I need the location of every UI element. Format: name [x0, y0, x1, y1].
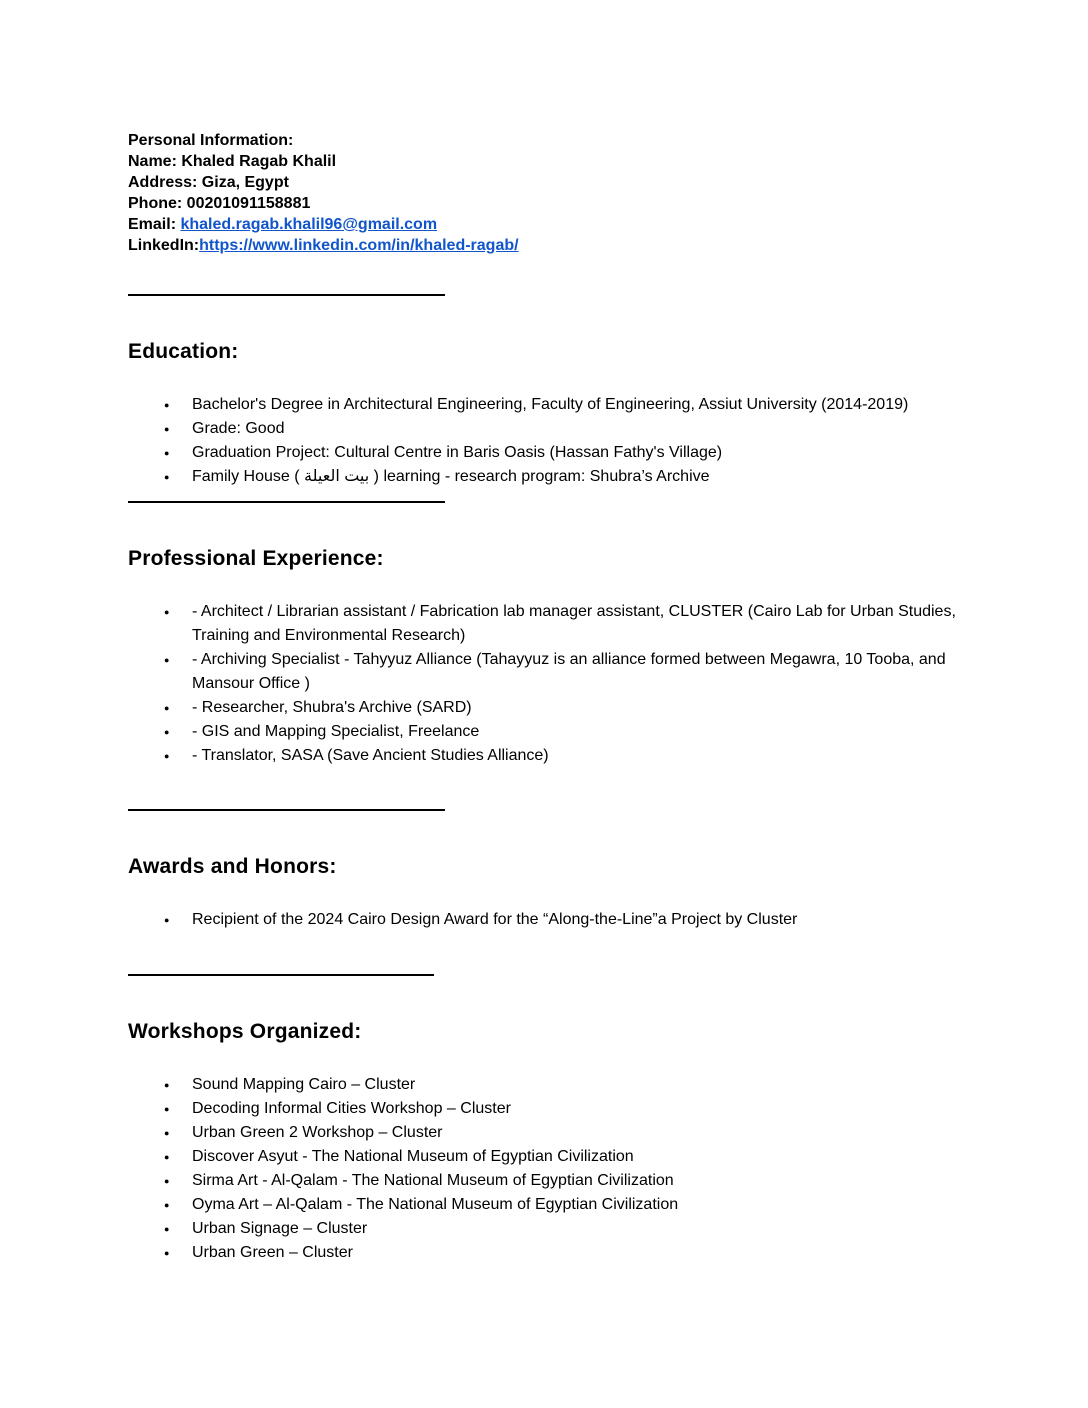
section-divider — [128, 809, 445, 811]
section-workshops-organized — [128, 974, 960, 1265]
list-item: ● Sirma Art - Al-Qalam - The National Museum of Egyptian Civilization — [192, 1169, 960, 1193]
personal-info-text: Address: Giza, Egypt — [128, 174, 289, 191]
section-heading: Education: — [128, 340, 239, 363]
bullet-list — [128, 393, 960, 489]
personal-info-heading: Personal Information: — [128, 132, 294, 149]
list-item: ● Graduation Project: Cultural Centre in Baris Oasis (Hassan Fathy's Village) — [192, 441, 960, 465]
list-item: ● Decoding Informal Cities Workshop – Cluster — [192, 1097, 960, 1121]
list-item: ● - Researcher, Shubra's Archive (SARD) — [192, 696, 960, 720]
email-link[interactable]: khaled.ragab.khalil96@gmail.com — [180, 216, 438, 233]
section-heading: Awards and Honors: — [128, 855, 337, 878]
resume-sections — [128, 294, 960, 1265]
section-education — [128, 294, 960, 489]
list-item: ● Urban Green 2 Workshop – Cluster — [192, 1121, 960, 1145]
bullet-list — [128, 908, 960, 932]
list-item: ● Grade: Good — [192, 417, 960, 441]
list-item: ● - Archiving Specialist - Tahyyuz Alliance (Tahayyuz is an alliance formed between Megawra, 10 Tooba, and Mansour Office ) — [192, 648, 960, 696]
personal-info-line — [128, 172, 960, 193]
personal-info-line — [128, 193, 960, 214]
list-item: ● Oyma Art – Al-Qalam - The National Museum of Egyptian Civilization — [192, 1193, 960, 1217]
field-label: Email: — [128, 216, 181, 233]
bullet-list — [128, 1073, 960, 1265]
section-heading: Workshops Organized: — [128, 1020, 362, 1043]
field-label: LinkedIn: — [128, 237, 200, 254]
personal-info-text: Name: Khaled Ragab Khalil — [128, 153, 337, 170]
personal-info-line — [128, 214, 960, 235]
section-divider — [128, 974, 434, 976]
list-item: ● Discover Asyut - The National Museum of Egyptian Civilization — [192, 1145, 960, 1169]
section-divider — [128, 294, 445, 296]
section-divider — [128, 501, 445, 503]
list-item: ● - Translator, SASA (Save Ancient Studies Alliance) — [192, 744, 960, 768]
section-professional-experience — [128, 501, 960, 768]
list-item: ● - Architect / Librarian assistant / Fabrication lab manager assistant, CLUSTER (Cairo Lab for Urban Studies, Training and Environmental Research) — [192, 600, 960, 648]
list-item: ● - GIS and Mapping Specialist, Freelance — [192, 720, 960, 744]
section-heading: Professional Experience: — [128, 547, 384, 570]
list-item: ● Sound Mapping Cairo – Cluster — [192, 1073, 960, 1097]
personal-info-lines — [128, 151, 960, 256]
linkedin-link[interactable]: https://www.linkedin.com/in/khaled-ragab/ — [199, 237, 519, 254]
list-item: ● Bachelor's Degree in Architectural Engineering, Faculty of Engineering, Assiut University (2014-2019) — [192, 393, 960, 417]
personal-info-line — [128, 151, 960, 172]
list-item: ● Urban Signage – Cluster — [192, 1217, 960, 1241]
bullet-list — [128, 600, 960, 768]
list-item: ● Recipient of the 2024 Cairo Design Award for the “Along-the-Line”a Project by Cluster — [192, 908, 960, 932]
section-awards-and-honors — [128, 809, 960, 932]
list-item: ● Urban Green – Cluster — [192, 1241, 960, 1265]
personal-info-line — [128, 235, 960, 256]
list-item: ● Family House ( بيت العيلة ) learning - research program: Shubra’s Archive — [192, 465, 960, 489]
personal-info-text: Phone: 00201091158881 — [128, 195, 311, 212]
personal-info-section — [128, 130, 960, 256]
